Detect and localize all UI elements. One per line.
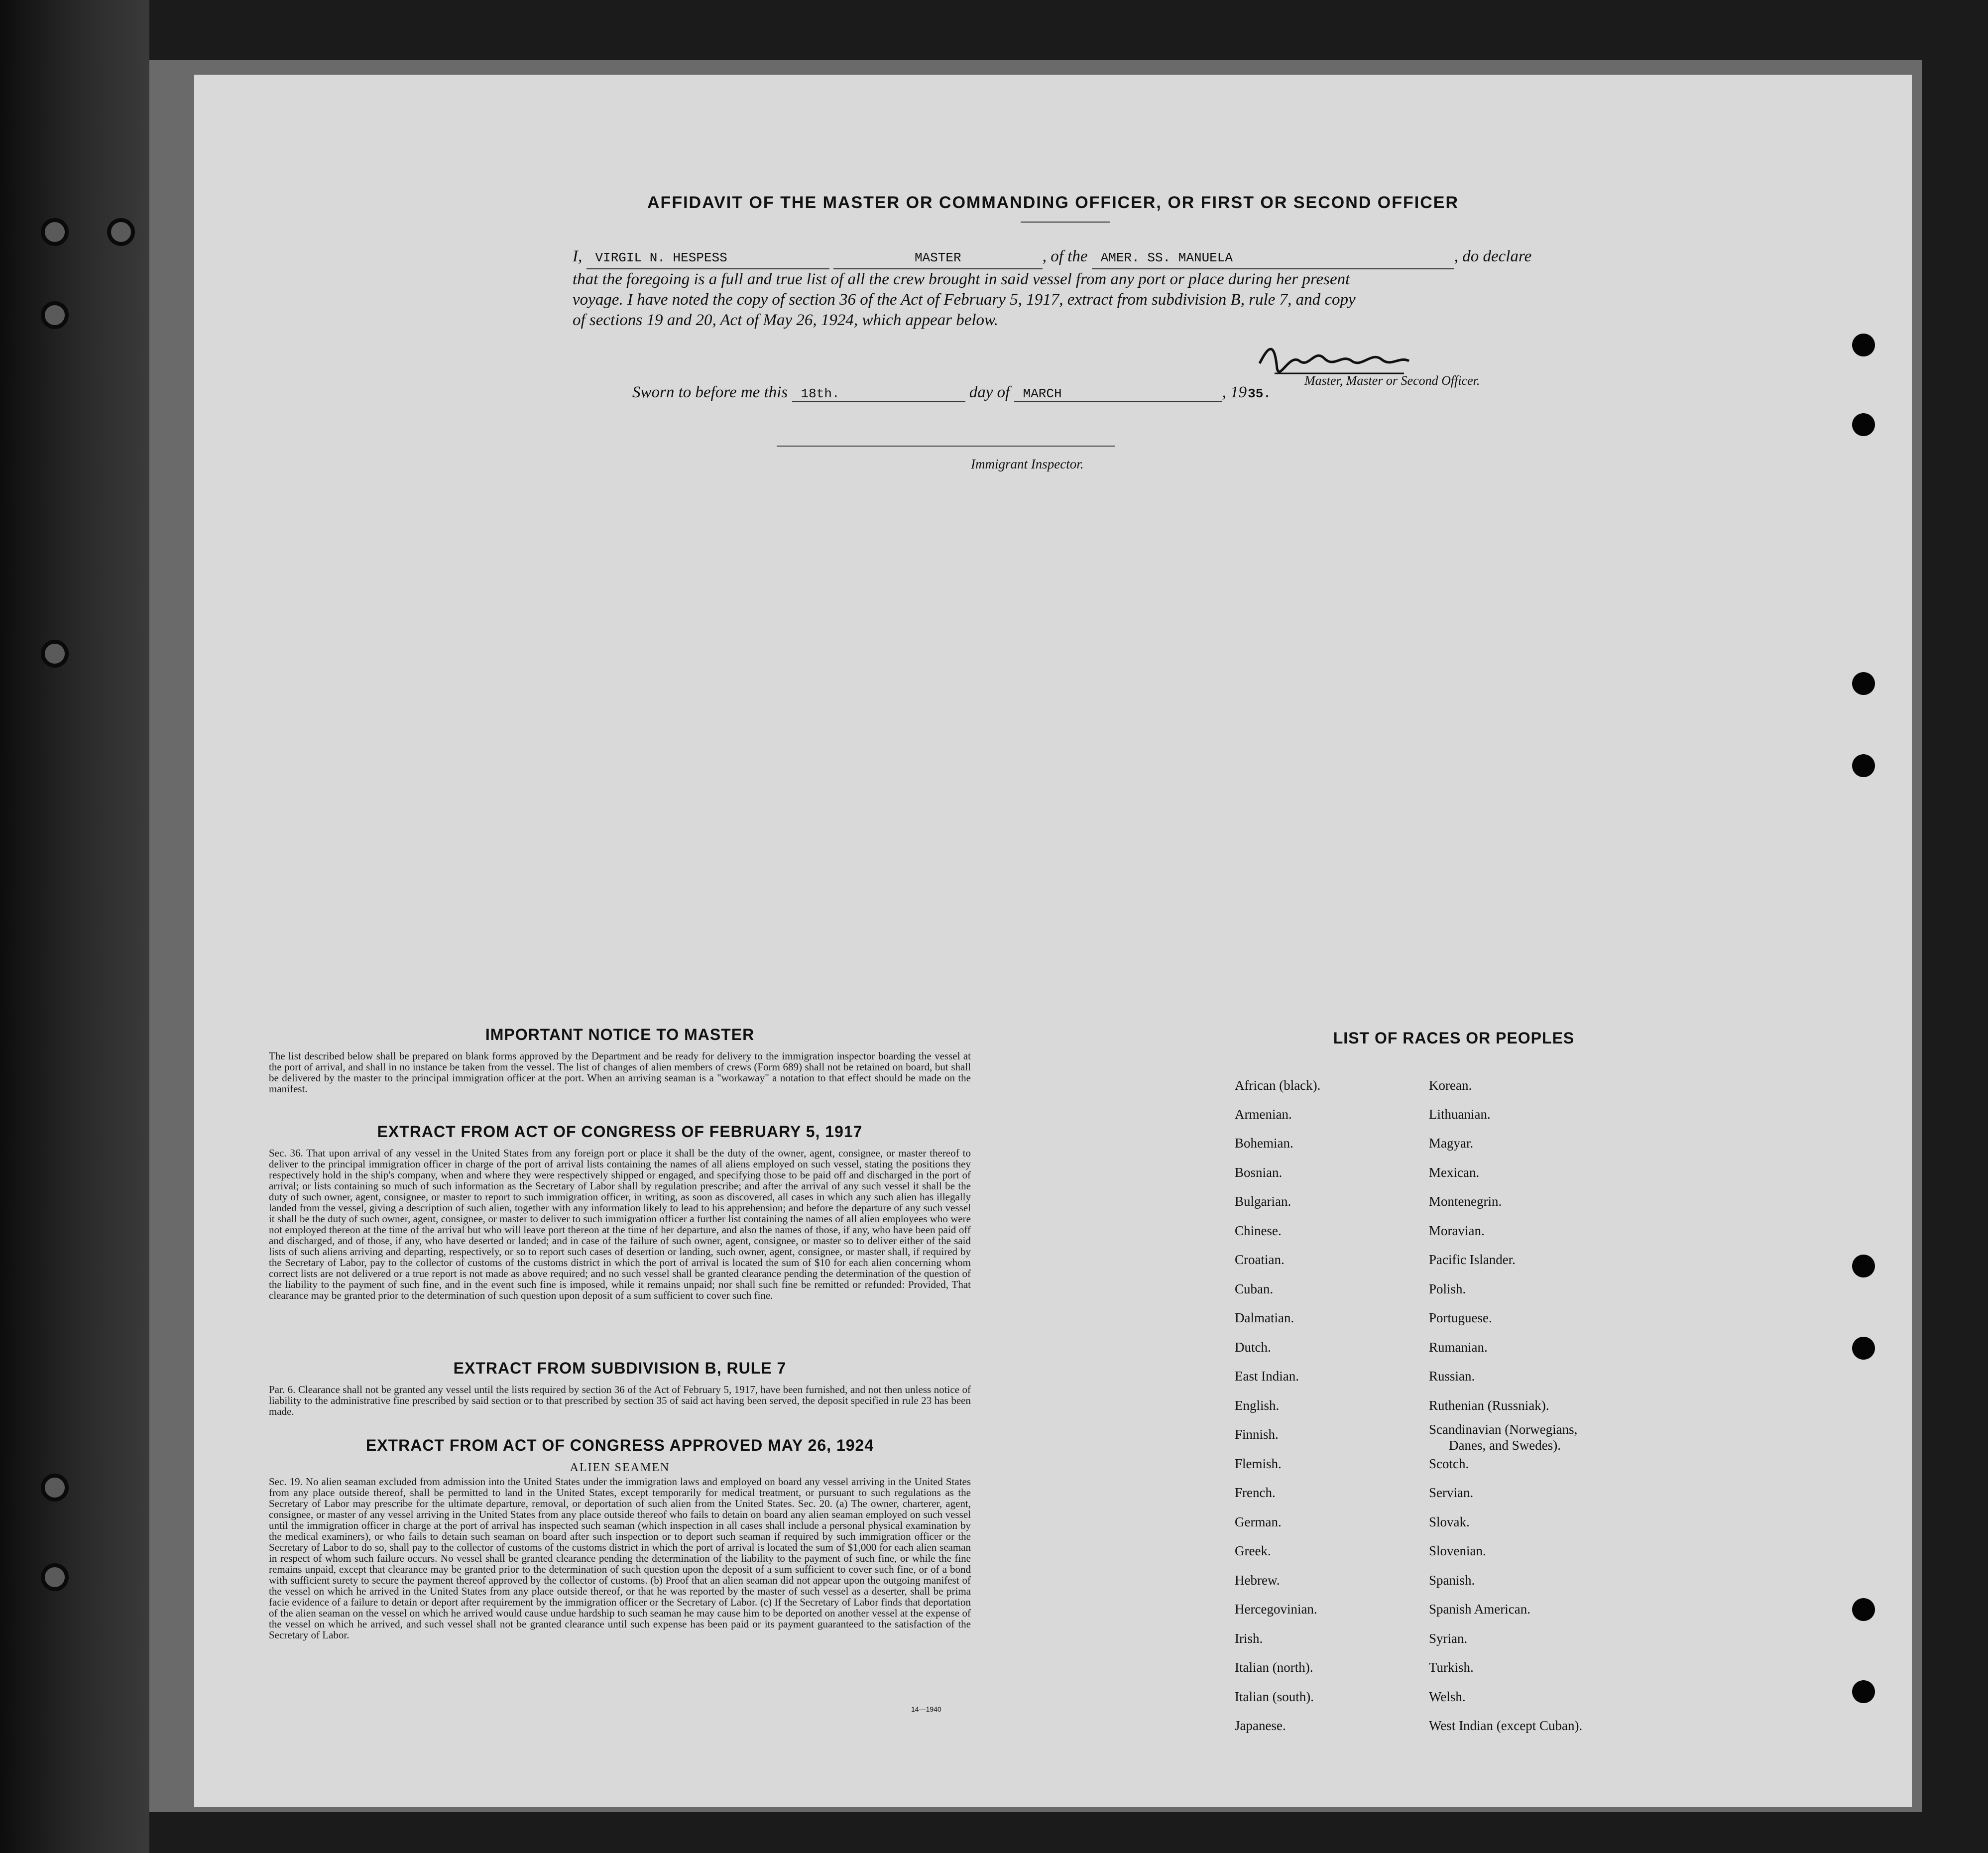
form-number: 14—1940: [911, 1705, 941, 1713]
race-left-item: German.: [1235, 1514, 1282, 1529]
extract-1924-body: Sec. 19. No alien seaman excluded from admission into the United States under the immigration laws and employed on board any vessel arriving in the United States from any place outside thereof, shall be permitted to land in the United States, except temporarily for medical treatment, or pursuant to such regulations as the Secretary of Labor may prescribe for the ultimate departure, removal, or deportation of such alien from the United States. Sec. 20. (a) The owner, charterer, agent, consignee, or master of any vessel arriving in the United States from any place outside thereof who fails to detain on board any alien seaman employed on such vessel until the immigration officer in charge at the port of arrival has inspected such seaman (which inspection in all cases shall include a personal physical examination by the medical examiners), or who fails to detain such seaman on board after such inspection or to deport such seaman if required by such immigration officer or the Secretary of Labor to do so, shall pay to the collector of customs of the customs district in which the port of arrival is located the sum of $1,000 for each alien seaman in respect of whom such failure occurs. No vessel shall be granted clearance pending the determination of the liability to the payment of such fine, or while the fine remains unpaid, except that clearance may be granted prior to the determination of such question upon the deposit of a sum sufficient to cover such fine, or of a bond with sufficient surety to secure the payment thereof approved by the collector of customs. (b) Proof that an alien seaman did not appear upon the outgoing manifest of the vessel on which he arrived in the United States from any place outside thereof, or that he was reported by the master of such vessel as a deserter, shall be prima facie evidence of a failure to detain or deport after requirement by the immigration officer or the Secretary of Labor. (c) If the Secretary of Labor finds that deportation of the alien seaman on the vessel on which he arrived would cause undue hardship to such seaman he may cause him to be deported on another vessel at the expense of the vessel on which he arrived, and such vessel shall not be granted clearance until such expense has been paid or its payment guaranteed to the satisfaction of the Secretary of Labor.: [269, 1476, 971, 1641]
sworn-label: Sworn to before me this: [632, 383, 788, 401]
race-right-item: Montenegrin.: [1429, 1194, 1502, 1209]
extract-1917-title: EXTRACT FROM ACT OF CONGRESS OF FEBRUARY 5, 1917: [377, 1123, 863, 1141]
rank-field: MASTER: [833, 248, 1043, 269]
race-right-item: Mexican.: [1429, 1165, 1480, 1180]
alien-seamen-subtitle: ALIEN SEAMEN: [570, 1461, 670, 1474]
race-right-item: Ruthenian (Russniak).: [1429, 1398, 1549, 1413]
race-left-item: Bulgarian.: [1235, 1194, 1291, 1209]
extract-1924-title: EXTRACT FROM ACT OF CONGRESS APPROVED MAY 26, 1924: [365, 1436, 874, 1454]
race-left-item: Dutch.: [1235, 1340, 1271, 1355]
race-right-item: Moravian.: [1429, 1223, 1485, 1238]
do-declare-label: , do declare: [1454, 247, 1532, 265]
punch-hole-icon: [1852, 1598, 1875, 1621]
race-right-item: Portuguese.: [1429, 1310, 1492, 1325]
race-right-item: Welsh.: [1429, 1689, 1466, 1704]
race-left-item: Chinese.: [1235, 1223, 1282, 1238]
binder-ring-icon: [41, 218, 69, 246]
race-right-item: Spanish American.: [1429, 1602, 1530, 1617]
race-left-item: Irish.: [1235, 1631, 1263, 1646]
race-left-item: Japanese.: [1235, 1718, 1286, 1733]
day-of-label: day of: [969, 383, 1010, 401]
race-left-item: Italian (south).: [1235, 1689, 1314, 1704]
declaration-line-4: of sections 19 and 20, Act of May 26, 1924, which appear below.: [573, 311, 998, 329]
race-left-item: Greek.: [1235, 1543, 1271, 1558]
declaration-line-1: [573, 246, 1738, 269]
divider: [1021, 222, 1110, 223]
race-right-item: Russian.: [1429, 1369, 1475, 1384]
race-right-item: West Indian (except Cuban).: [1429, 1718, 1583, 1733]
race-left-item: Croatian.: [1235, 1252, 1285, 1267]
punch-hole-icon: [1852, 754, 1875, 777]
punch-hole-icon: [1852, 1255, 1875, 1277]
race-right-item: Polish.: [1429, 1281, 1466, 1296]
race-left-item: Finnish.: [1235, 1427, 1279, 1442]
declaration-line-2: that the foregoing is a full and true list of all the crew brought in said vessel from any port or place during her present: [573, 270, 1350, 288]
sworn-statement: [632, 383, 1271, 402]
punch-hole-icon: [1852, 334, 1875, 356]
manifest-page: [194, 75, 1912, 1807]
binder-ring-icon: [107, 218, 135, 246]
race-left-item: Hercegovinian.: [1235, 1602, 1317, 1617]
of-the-label: , of the: [1042, 247, 1088, 265]
race-left-item: Cuban.: [1235, 1281, 1274, 1296]
punch-hole-icon: [1852, 672, 1875, 695]
race-left-item: African (black).: [1235, 1078, 1321, 1093]
year-prefix: , 19: [1222, 383, 1247, 401]
races-title: LIST OF RACES OR PEOPLES: [1333, 1029, 1575, 1047]
race-left-item: Dalmatian.: [1235, 1310, 1294, 1325]
sworn-day-field: 18th.: [792, 386, 965, 402]
race-right-item: Rumanian.: [1429, 1340, 1488, 1355]
race-left-item: Bohemian.: [1235, 1136, 1293, 1151]
race-right-item: Servian.: [1429, 1485, 1474, 1500]
race-left-item: Hebrew.: [1235, 1573, 1280, 1588]
race-right-item: Scotch.: [1429, 1456, 1469, 1471]
race-left-item: French.: [1235, 1485, 1276, 1500]
binder-ring-icon: [41, 640, 69, 668]
race-left-item: East Indian.: [1235, 1369, 1299, 1384]
punch-hole-icon: [1852, 1337, 1875, 1360]
vessel-field: AMER. SS. MANUELA: [1092, 248, 1454, 269]
race-right-item: Spanish.: [1429, 1573, 1475, 1588]
declaration-i: I,: [573, 247, 583, 265]
race-right-item: Danes, and Swedes).: [1449, 1438, 1561, 1453]
sworn-month-field: MARCH: [1014, 386, 1222, 402]
affidavit-title: AFFIDAVIT OF THE MASTER OR COMMANDING OFFICER, OR FIRST OR SECOND OFFICER: [647, 193, 1459, 212]
punch-hole-icon: [1852, 1680, 1875, 1703]
extract-1917-body: Sec. 36. That upon arrival of any vessel in the United States from any foreign port or place it shall be the duty of the owner, agent, consignee, or master thereof to deliver to the principal immigration officer in charge of the port of arrival lists containing the names of all aliens employed on such vessel, stating the positions they respectively hold in the ship's company, when and where they were respectively shipped or engaged, and specifying those to be paid off and discharged in the port of arrival; or lists containing so much of such information as the Secretary of Labor shall by regulation prescribe; and after the arrival of any such vessel it shall be the duty of such owner, agent, consignee, or master to report to such immigration officer, in writing, as soon as discovered, all cases in which any such alien has illegally landed from the vessel, giving a description of such alien, together with any information likely to lead to his apprehension; and before the departure of any such vessel it shall be the duty of such owner, agent, consignee, or master to deliver to such immigration officer a further list containing the names of all alien employees who were not employed thereon at the time of the arrival but who will leave port thereon at the time of her departure, and also the names of those, if any, who have been paid off and discharged, and of those, if any, who have deserted or landed; and in case of the failure of such owner, agent, consignee, or master so to deliver either of the said lists of such aliens arriving and departing, respectively, or so to report such cases of desertion or landing, such owner, agent, consignee, or master shall, if required by the Secretary of Labor, pay to the collector of customs of the customs district in which the port of arrival is located the sum of $10 for each alien concerning whom correct lists are not delivered or a true report is not made as above required; and no such vessel shall be granted clearance pending the determination of the question of the liability to the payment of such fine, and in the event such fine is imposed, while it remains unpaid; nor shall such fine be remitted or refunded: Provided, That clearance may be granted prior to the determination of such question upon deposit of a sum sufficient to cover such fine.: [269, 1147, 971, 1301]
race-left-item: Bosnian.: [1235, 1165, 1283, 1180]
master-name-field: VIRGIL N. HESPESS: [586, 248, 829, 269]
race-right-item: Turkish.: [1429, 1660, 1474, 1675]
race-left-item: Italian (north).: [1235, 1660, 1313, 1675]
race-left-item: English.: [1235, 1398, 1280, 1413]
race-right-item: Syrian.: [1429, 1631, 1468, 1646]
rule-7-body: Par. 6. Clearance shall not be granted any vessel until the lists required by section 36 of the Act of February 5, 1917, have been furnished, and not then unless notice of liability to the administrative fine prescribed by said section or to that prescribed by section 35 of said act having been served, the deposit specified in rule 23 has been made.: [269, 1384, 971, 1417]
signature-caption: Master, Master or Second Officer.: [1304, 373, 1480, 388]
notice-title: IMPORTANT NOTICE TO MASTER: [485, 1026, 755, 1043]
binder-edge: [0, 0, 149, 1853]
race-right-item: Korean.: [1429, 1078, 1472, 1093]
race-right-item: Pacific Islander.: [1429, 1252, 1516, 1267]
inspector-signature-line: [777, 446, 1115, 447]
binder-ring-icon: [41, 1474, 69, 1502]
notice-body: The list described below shall be prepared on blank forms approved by the Department and be ready for delivery to the immigration inspector boarding the vessel at the port of arrival, and shall in no instance be taken from the vessel. The list of changes of alien members of crews (Form 689) shall not be retained on board, but shall be delivered by the master to the principal immigration officer at the port. When an arriving seaman is a "workaway" a notation to that effect should be made on the manifest.: [269, 1050, 971, 1095]
sworn-year-field: 35.: [1248, 386, 1271, 401]
rule-7-title: EXTRACT FROM SUBDIVISION B, RULE 7: [453, 1359, 787, 1377]
binder-ring-icon: [41, 301, 69, 329]
race-right-item: Slovak.: [1429, 1514, 1470, 1529]
race-left-item: Armenian.: [1235, 1107, 1292, 1122]
race-right-item: Slovenian.: [1429, 1543, 1486, 1558]
punch-hole-icon: [1852, 413, 1875, 436]
binder-ring-icon: [41, 1563, 69, 1591]
race-right-item: Lithuanian.: [1429, 1107, 1491, 1122]
declaration: [573, 246, 1738, 331]
race-left-item: Flemish.: [1235, 1456, 1282, 1471]
race-right-item: Scandinavian (Norwegians,: [1429, 1422, 1578, 1437]
inspector-title: Immigrant Inspector.: [971, 457, 1084, 471]
declaration-line-3: voyage. I have noted the copy of section 36 of the Act of February 5, 1917, extract from subdivision B, rule 7, and copy: [573, 291, 1356, 309]
race-right-item: Magyar.: [1429, 1136, 1474, 1151]
